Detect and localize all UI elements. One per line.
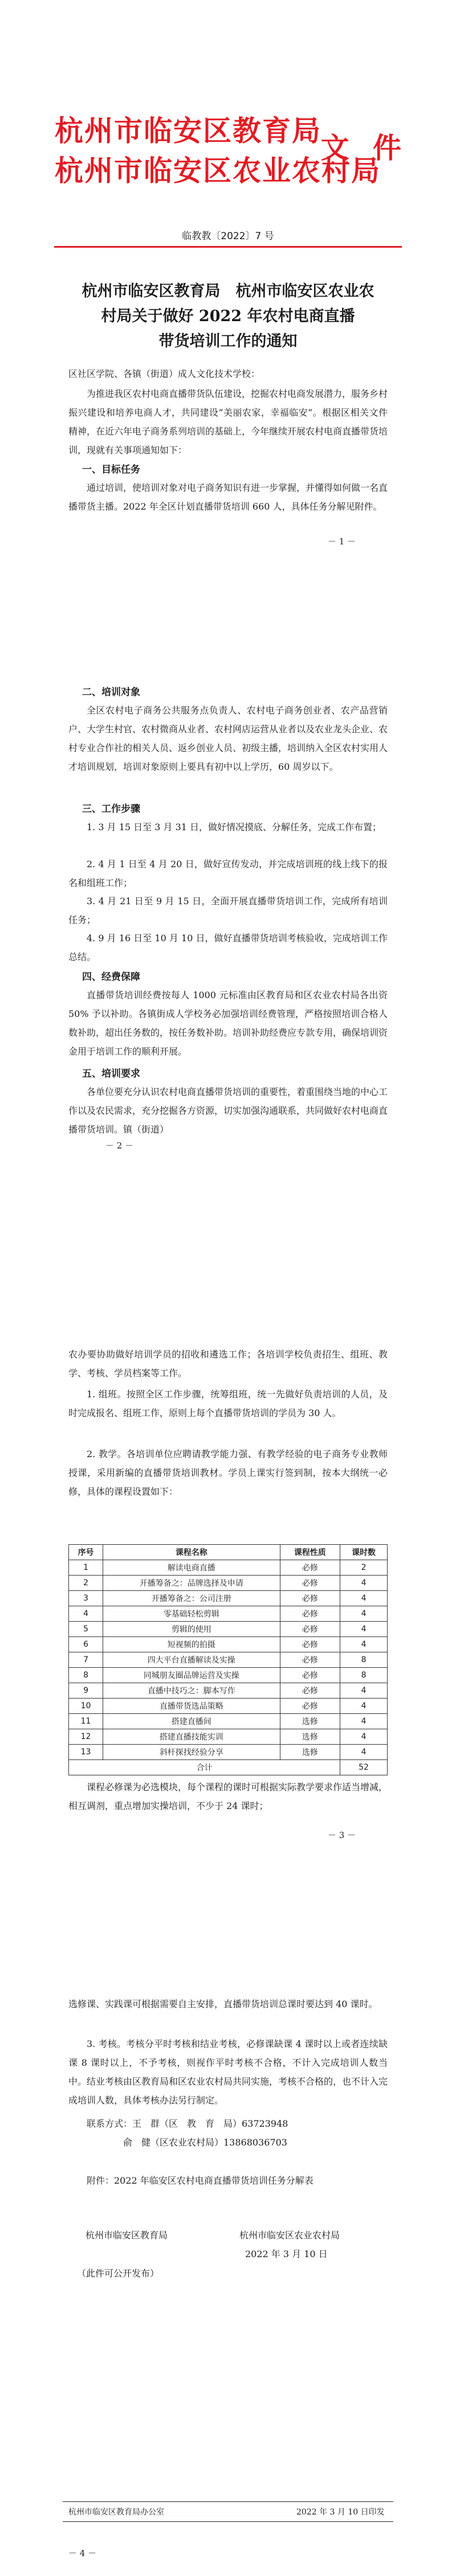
cell: 短视频的拍摄 <box>103 1637 280 1652</box>
cell: 4 <box>340 1745 388 1760</box>
signature-agriculture-bureau: 杭州市临安区农业农村局 <box>239 2230 340 2241</box>
table-row <box>69 1745 388 1760</box>
cell: 2 <box>340 1560 388 1576</box>
page-2 <box>0 644 456 1288</box>
table-row <box>69 1560 388 1576</box>
column-header: 序号 <box>69 1545 103 1560</box>
requirement-3: 3. 考核。考核分平时考核和结业考核，必修课缺课 4 课时以上或者连续缺课 8 课时以上，不予考核，则视作平时考核不合格，不计入完成培训人数当中。结业考核由区教育局和区农业农村局共同实施，考核不合格的，也不计入完成培训人数，具体考核办法另行制定。 <box>68 2038 388 2106</box>
section-heading-3: 三、工作步骤 <box>82 803 140 815</box>
table-row <box>69 1668 388 1683</box>
cell: 剪辑的使用 <box>103 1622 280 1637</box>
cell: 解读电商直播 <box>103 1560 280 1576</box>
section-heading-4: 四、经费保障 <box>82 971 140 983</box>
column-header: 课时数 <box>340 1545 388 1560</box>
cell: 4 <box>340 1729 388 1745</box>
cell: 7 <box>69 1652 103 1668</box>
cell: 开播筹备之：品牌选择及申请 <box>103 1576 280 1591</box>
attachment-line: 附件：2022 年临安区农村电商直播带货培训任务分解表 <box>87 2175 314 2186</box>
cell: 开播筹备之：公司注册 <box>103 1591 280 1606</box>
cell: 4 <box>340 1622 388 1637</box>
cell: 4 <box>340 1606 388 1622</box>
cell: 零基础轻松剪辑 <box>103 1606 280 1622</box>
cell: 5 <box>69 1622 103 1637</box>
requirement-1: 1. 组班。按照全区工作步骤，统筹组班，统一先做好负责培训的人员，及时完成报名、组班工作，原则上每个直播带货培训的学员为 30 人。 <box>68 1389 388 1418</box>
step-2: 2. 4 月 1 日至 4 月 20 日，做好宣传发动，并完成培训班的线上线下的报名和组班工作； <box>68 859 388 888</box>
contact-label: 联系方式： <box>87 2118 133 2129</box>
table-header-row <box>69 1545 388 1560</box>
course-note-continued: 选修课、实践课可根据需要自主安排，直播带货培训总课时要达到 40 课时。 <box>68 1999 378 2009</box>
cell: 必修 <box>280 1652 340 1668</box>
cell: 6 <box>69 1637 103 1652</box>
cell: 4 <box>340 1576 388 1591</box>
cell: 必修 <box>280 1560 340 1576</box>
requirement-2: 2. 教学。各培训单位应聘请教学能力强、有教学经验的电子商务专业教师授课，采用新编的直播带货培训教材。学员上课实行签到制，按本大纲统一必修，具体的课程设置如下： <box>68 1449 388 1497</box>
section-heading-2: 二、培训对象 <box>82 687 140 698</box>
public-release-note: （此件可公开发布） <box>77 2268 160 2279</box>
cell: 4 <box>340 1637 388 1652</box>
total-label: 合计 <box>69 1760 340 1775</box>
contact-person-1: 王 群（区 教 育 局）63723948 <box>132 2118 288 2129</box>
issuer-education-bureau: 杭州市临安区教育局 <box>55 114 321 147</box>
footer-issuer: 杭州市临安区教育局办公室 <box>68 2508 164 2517</box>
cell: 8 <box>69 1668 103 1683</box>
cell: 12 <box>69 1729 103 1745</box>
cell: 4 <box>340 1683 388 1699</box>
title-line: 带货培训工作的通知 <box>158 333 298 350</box>
cell: 4 <box>69 1606 103 1622</box>
cell: 同城朋友圈品牌运营及实操 <box>103 1668 280 1683</box>
signature-date: 2022 年 3 月 10 日 <box>245 2249 328 2259</box>
table-row <box>69 1683 388 1699</box>
cell: 13 <box>69 1745 103 1760</box>
cell: 9 <box>69 1683 103 1699</box>
section-2-paragraph: 全区农村电子商务公共服务点负责人、农村电子商务创业者、农产品营销户、大学生村官、农村微商从业者、农村网店运营从业者以及农业龙头企业、农村专业合作社的相关人员、返乡创业人员、初级主播，培训纳入全区农村实用人才培训规划，培训对象原则上要具有初中以上学历，60 周岁以下。 <box>68 705 388 772</box>
signature-education-bureau: 杭州市临安区教育局 <box>85 2230 168 2241</box>
cell: 选修 <box>280 1714 340 1729</box>
table-row <box>69 1714 388 1729</box>
cell: 10 <box>69 1699 103 1714</box>
page-1 <box>0 0 456 644</box>
cell: 斜杆探找经验分享 <box>103 1745 280 1760</box>
table-row <box>69 1606 388 1622</box>
cell: 四大平台直播解读及实操 <box>103 1652 280 1668</box>
table-row <box>69 1637 388 1652</box>
section-heading-5: 五、培训要求 <box>82 1068 140 1080</box>
cell: 必修 <box>280 1591 340 1606</box>
title-line: 村局关于做好 2022 年农村电商直播 <box>101 307 355 325</box>
course-table <box>68 1544 388 1775</box>
step-1: 1. 3 月 15 日至 3 月 31 日，做好情况摸底、分解任务，完成工作布置； <box>87 822 382 832</box>
red-divider <box>54 246 402 248</box>
cell: 必修 <box>280 1606 340 1622</box>
section-4-paragraph: 直播带货培训经费按每人 1000 元标准由区教育局和区农业农村局各出资 50% 予以补助。各镇街成人学校务必加强培训经费管理，严格按照培训合格人数补助，超出任务数的，按任务数补助。培训补助经费应专款专用，确保培训资金用于培训工作的顺利开展。 <box>68 990 388 1057</box>
cell: 必修 <box>280 1699 340 1714</box>
total-value: 52 <box>340 1760 388 1775</box>
cell: 11 <box>69 1714 103 1729</box>
contact-person-2: 俞 健（区农业农村局）13868036703 <box>123 2137 287 2148</box>
table-row <box>69 1622 388 1637</box>
table-row <box>69 1652 388 1668</box>
document-header <box>55 108 408 245</box>
title-line: 杭州市临安区教育局 杭州市临安区农业农 <box>82 282 374 300</box>
course-note: 课程必修课为必选模块，每个课程的课时可根据实际教学要求作适当增减，相互调剂，重点增加实操培训，不少于 24 课时； <box>68 1782 388 1811</box>
footer-rule-top <box>63 2501 393 2502</box>
step-3: 3. 4 月 21 日至 9 月 15 日，全面开展直播带货培训工作，完成所有培训任务； <box>68 896 388 925</box>
section-5-continued: 农办要协助做好培训学员的招收和遴选工作；各培训学校负责招生、组班、教学、考核、学员档案等工作。 <box>68 1349 388 1379</box>
cell: 直播带货选品策略 <box>103 1699 280 1714</box>
section-5-paragraph: 各单位要充分认识农村电商直播带货培训的重要性，着重围绕当地的中心工作以及农民需求，充分挖掘各方资源，切实加强沟通联系，共同做好农村电商直播带货培训。镇（街道） <box>68 1086 388 1135</box>
cell: 4 <box>340 1591 388 1606</box>
page-4 <box>0 1932 456 2576</box>
table-row <box>69 1699 388 1714</box>
intro-paragraph: 为推进我区农村电商直播带货队伍建设，挖掘农村电商发展潜力，服务乡村振兴建设和培养电商人才，共同建设“美丽农家，幸福临安”。根据区相关文件精神，在近六年电子商务系列培训的基础上，今年继续开展农村电商直播带货培训，现就有关事项通知如下： <box>68 388 388 456</box>
column-header: 课程性质 <box>280 1545 340 1560</box>
page-number: － 3 － <box>328 1830 356 1840</box>
cell: 8 <box>340 1652 388 1668</box>
cell: 选修 <box>280 1745 340 1760</box>
section-heading-1: 一、目标任务 <box>82 464 140 475</box>
cell: 必修 <box>280 1576 340 1591</box>
footer-rule-bottom <box>63 2521 393 2522</box>
page-number: － 1 － <box>328 536 356 547</box>
cell: 4 <box>340 1699 388 1714</box>
cell: 必修 <box>280 1637 340 1652</box>
addressee: 区社区学院、各镇（街道）成人文化技术学校： <box>68 368 260 379</box>
section-1-paragraph: 通过培训，使培训对象对电子商务知识有进一步掌握，并懂得如何做一名直播带货主播。2022 年全区计划直播带货培训 660 人，具体任务分解见附件。 <box>68 482 388 512</box>
document-title <box>68 279 388 354</box>
cell: 1 <box>69 1560 103 1576</box>
document-number: 临教教〔2022〕7 号 <box>182 231 274 242</box>
cell: 直播中技巧之：脚本写作 <box>103 1683 280 1699</box>
cell: 3 <box>69 1591 103 1606</box>
contact-block <box>68 2114 388 2133</box>
document-word: 文 件 <box>320 132 408 165</box>
footer-print-date: 2022 年 3 月 10 日印发 <box>296 2508 385 2517</box>
cell: 必修 <box>280 1683 340 1699</box>
table-row <box>69 1591 388 1606</box>
step-4: 4. 9 月 16 日至 10 月 10 日，做好直播带货培训考核验收，完成培训工作总结。 <box>68 933 388 962</box>
page-number: － 2 － <box>105 1141 134 1151</box>
column-header: 课程名称 <box>103 1545 280 1560</box>
cell: 必修 <box>280 1622 340 1637</box>
cell: 选修 <box>280 1729 340 1745</box>
page-number: － 4 － <box>68 2548 97 2558</box>
table-total-row <box>69 1760 388 1775</box>
cell: 必修 <box>280 1668 340 1683</box>
table-row <box>69 1576 388 1591</box>
table-row <box>69 1729 388 1745</box>
issuer-agriculture-bureau: 杭州市临安区农业农村局 <box>55 154 381 187</box>
cell: 搭建直播技能实训 <box>103 1729 280 1745</box>
cell: 搭建直播间 <box>103 1714 280 1729</box>
page-3 <box>0 1288 456 1932</box>
cell: 2 <box>69 1576 103 1591</box>
cell: 8 <box>340 1668 388 1683</box>
cell: 4 <box>340 1714 388 1729</box>
